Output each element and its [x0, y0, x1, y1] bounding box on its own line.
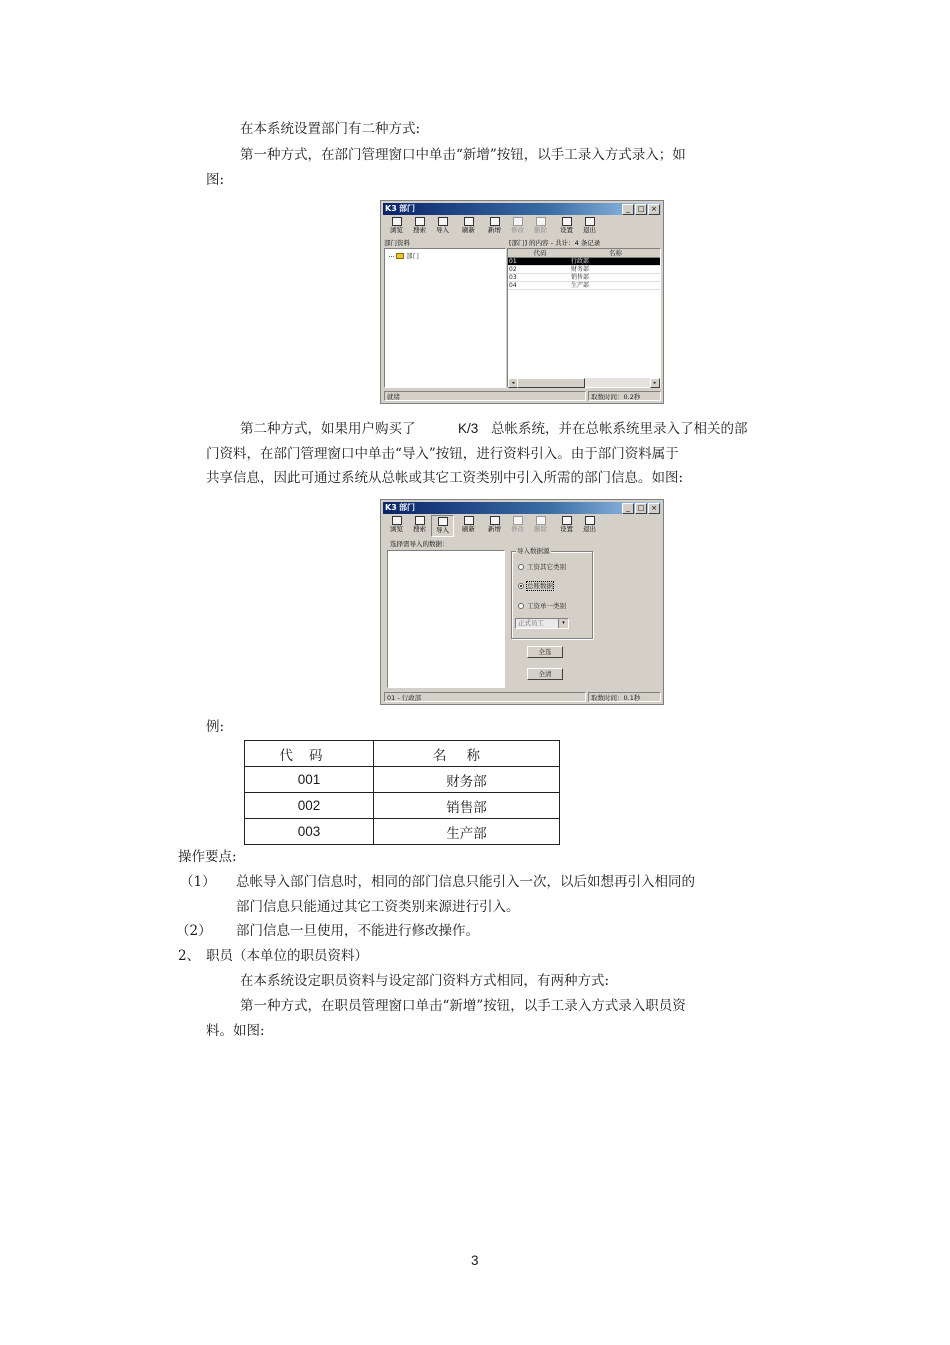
toolbar [385, 216, 601, 238]
radio-icon [518, 564, 524, 570]
method2-text-line1b: K/3 [458, 421, 479, 436]
window-title: 部门 [399, 503, 415, 512]
window-titlebar [383, 203, 661, 215]
status-bar-time: 取数时间：0.2秒 [588, 391, 661, 401]
section2-number: 2、 [178, 948, 201, 964]
method1-text-line1: 第一种方式，在部门管理窗口中单击“新增”按钮，以手工录入方式录入；如 [240, 147, 686, 163]
method2-text-line3: 共享信息，因此可通过系统从总帐或其它工资类别中引入所需的部门信息。如图: [206, 470, 684, 486]
status-bar-time: 取数时间：0.1秒 [588, 692, 661, 702]
new-button[interactable]: 新增 [483, 515, 506, 537]
page-number: 3 [471, 1253, 479, 1268]
radio-selected-icon [518, 583, 524, 589]
k3-logo: K3 [385, 503, 397, 512]
clear-all-button[interactable]: 全清 [527, 668, 563, 680]
column-header-name[interactable]: 名称 [609, 249, 622, 257]
method1-text-line2: 图: [206, 172, 225, 188]
select-all-button[interactable]: 全选 [527, 646, 563, 658]
refresh-button[interactable]: 刷新 [457, 515, 480, 537]
import-icon [438, 217, 448, 226]
browse-icon [392, 516, 402, 525]
tree-root-node[interactable]: 部门 [389, 252, 419, 260]
import-list-header: 选择需导入的数据： [390, 540, 449, 548]
grid-panel-header: [部门] 的内容 - 共计：4 条记录 [509, 239, 601, 247]
table-row [245, 819, 560, 845]
refresh-button[interactable]: 刷新 [457, 216, 480, 238]
settings-button[interactable]: 设置 [555, 216, 578, 238]
method2-text-line2: 门资料，在部门管理窗口中单击“导入”按钮，进行资料引入。由于部门资料属于 [206, 446, 679, 462]
grid-header-row [508, 249, 660, 258]
table-row [245, 793, 560, 819]
tree-panel-header: 部门资料 [384, 239, 410, 247]
table-header-row [245, 741, 560, 767]
search-icon [415, 217, 425, 226]
column-header-code: 代码 [245, 741, 374, 767]
minimize-button[interactable]: _ [622, 204, 634, 215]
search-button[interactable]: 搜索 [408, 515, 431, 537]
column-header-code[interactable]: 代码 [533, 249, 547, 257]
status-bar-message: 01 - 行政部 [384, 692, 586, 702]
table-row[interactable]: 01 行政部 [508, 258, 660, 266]
status-bar-message: 就绪 [384, 391, 586, 401]
intro-text: 在本系统设置部门有二种方式: [240, 121, 421, 137]
cell-name: 销售部 [374, 793, 560, 819]
window-title: 部门 [399, 204, 415, 213]
minimize-button[interactable]: _ [622, 503, 634, 514]
table-row[interactable]: 02 财务部 [508, 266, 660, 274]
cell-code: 003 [245, 819, 374, 845]
browse-icon [392, 217, 402, 226]
close-button[interactable]: × [648, 204, 660, 215]
edit-icon [513, 217, 523, 226]
department-window-2 [380, 499, 664, 705]
refresh-icon [464, 217, 474, 226]
radio-icon [518, 603, 524, 609]
new-button[interactable]: 新增 [483, 216, 506, 238]
point2-number: （2） [176, 923, 212, 939]
delete-button[interactable]: 删除 [529, 515, 552, 537]
browse-button[interactable]: 浏览 [385, 515, 408, 537]
search-button[interactable]: 搜索 [408, 216, 431, 238]
example-label: 例: [206, 719, 225, 735]
table-row [245, 767, 560, 793]
import-source-group-title: 导入数据源 [517, 547, 550, 555]
edit-button[interactable]: 修改 [506, 216, 529, 238]
maximize-button[interactable]: □ [635, 204, 647, 215]
horizontal-scrollbar[interactable] [508, 378, 660, 387]
department-tree[interactable] [384, 248, 506, 388]
cell-code: 001 [245, 767, 374, 793]
delete-icon [536, 516, 546, 525]
new-document-icon [490, 217, 500, 226]
toolbar [385, 515, 601, 537]
exit-icon [585, 516, 595, 525]
point2-text: 部门信息一旦使用，不能进行修改操作。 [236, 923, 479, 939]
settings-button[interactable]: 设置 [555, 515, 578, 537]
column-header-name: 名称 [374, 741, 560, 767]
k3-logo: K3 [385, 204, 397, 213]
chevron-down-icon[interactable]: ▾ [558, 619, 568, 628]
maximize-button[interactable]: □ [635, 503, 647, 514]
exit-icon [585, 217, 595, 226]
edit-icon [513, 516, 523, 525]
radio-other-salary-category[interactable]: 工资其它类别 [518, 563, 566, 571]
radio-general-ledger-data[interactable]: 总账数据 [518, 582, 553, 590]
import-button[interactable]: 导入 [431, 216, 454, 238]
department-grid[interactable] [507, 248, 661, 388]
new-document-icon [490, 516, 500, 525]
cell-name: 财务部 [374, 767, 560, 793]
department-window-1 [380, 200, 664, 404]
example-table [244, 740, 560, 845]
delete-button[interactable]: 删除 [529, 216, 552, 238]
folder-icon [396, 253, 404, 259]
search-icon [415, 516, 425, 525]
settings-icon [562, 516, 572, 525]
exit-button[interactable]: 退出 [578, 515, 601, 537]
radio-single-salary-category[interactable]: 工资单一类别 [518, 602, 566, 610]
browse-button[interactable]: 浏览 [385, 216, 408, 238]
import-source-group [511, 547, 593, 639]
staff-text-line2: 第一种方式，在职员管理窗口单击“新增”按钮，以手工录入方式录入职员资 [240, 998, 686, 1014]
refresh-icon [464, 516, 474, 525]
close-button[interactable]: × [648, 503, 660, 514]
edit-button[interactable]: 修改 [506, 515, 529, 537]
delete-icon [536, 217, 546, 226]
scroll-left-icon[interactable]: ◂ [508, 378, 518, 388]
scroll-thumb[interactable] [517, 378, 585, 388]
key-points-label: 操作要点: [178, 849, 237, 865]
staff-text-line3: 料。如图: [206, 1023, 265, 1039]
settings-icon [562, 217, 572, 226]
point1-text-line2: 部门信息只能通过其它工资类别来源进行引入。 [236, 899, 520, 915]
cell-name: 生产部 [374, 819, 560, 845]
method2-text-line1c: 总帐系统，并在总帐系统里录入了相关的部 [491, 421, 748, 437]
scroll-right-icon[interactable]: ▸ [650, 378, 660, 388]
point1-text-line1: 总帐导入部门信息时，相同的部门信息只能引入一次，以后如想再引入相同的 [236, 874, 695, 890]
import-button[interactable]: 导入 [431, 515, 454, 537]
point1-number: （1） [180, 874, 216, 890]
exit-button[interactable]: 退出 [578, 216, 601, 238]
method2-text-line1a: 第二种方式，如果用户购买了 [240, 421, 416, 437]
import-data-list[interactable] [387, 550, 505, 688]
staff-text-line1: 在本系统设定职员资料与设定部门资料方式相同，有两种方式: [240, 973, 610, 989]
section2-title: 职员（本单位的职员资料） [206, 948, 368, 964]
window-titlebar [383, 502, 661, 514]
table-row[interactable]: 03 销售部 [508, 274, 660, 282]
cell-code: 002 [245, 793, 374, 819]
table-row[interactable]: 04 生产部 [508, 282, 660, 290]
salary-category-select[interactable]: 正式员工 ▾ [515, 618, 569, 629]
import-icon [438, 517, 448, 526]
